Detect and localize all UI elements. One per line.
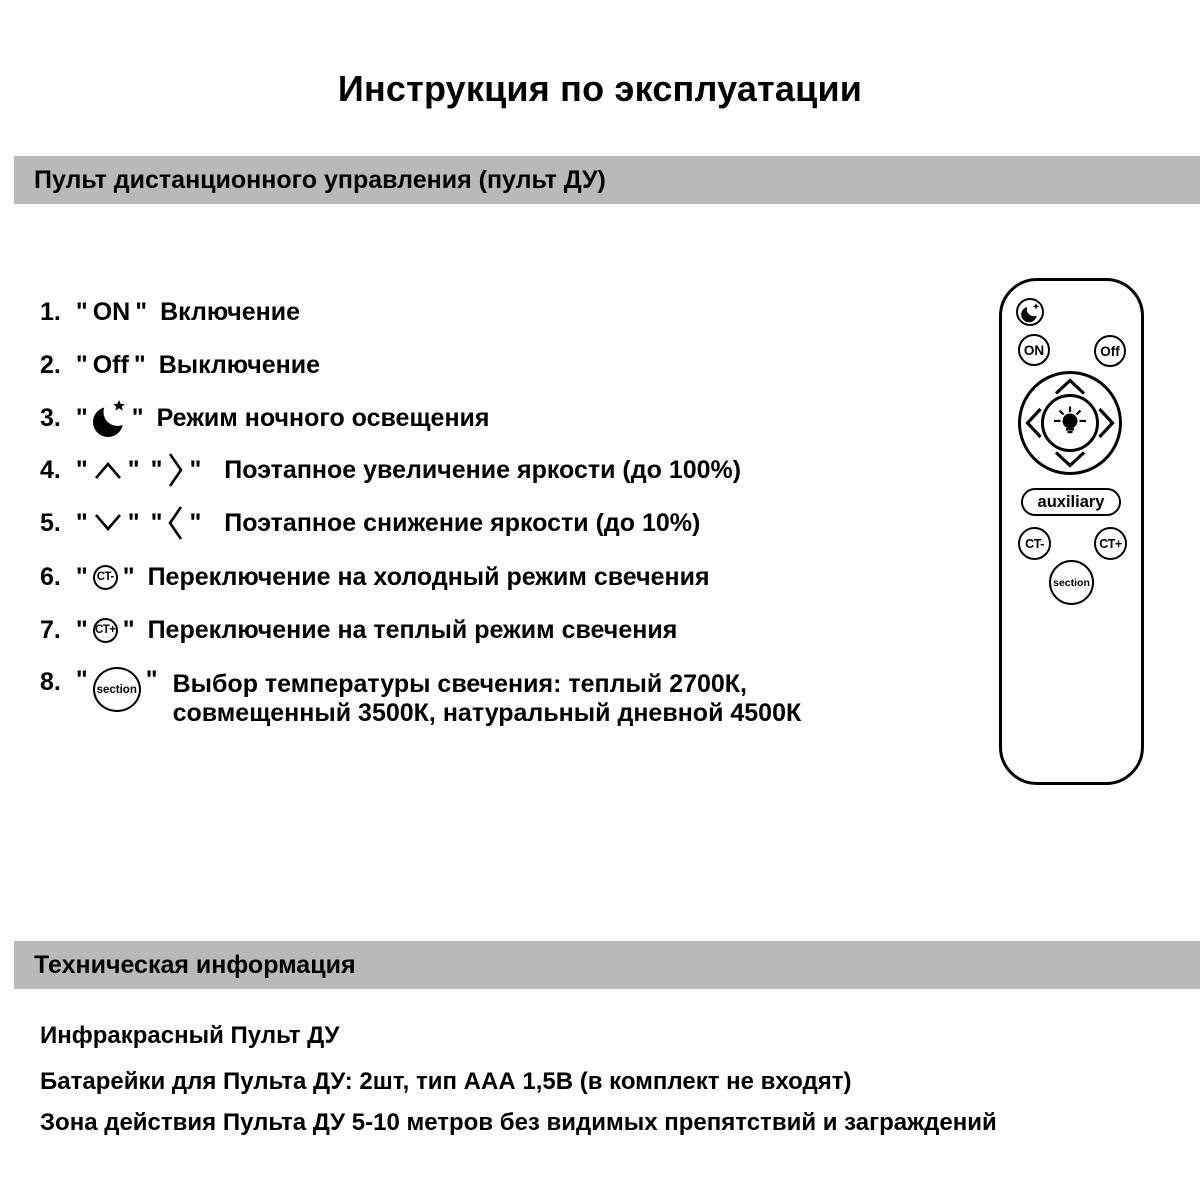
quote-mark: " [150, 508, 163, 537]
remote-auxiliary-label: auxiliary [1037, 492, 1105, 511]
item-desc [173, 670, 802, 727]
ct-minus-badge: CT- [93, 565, 118, 590]
instruction-item-5 [40, 503, 700, 543]
remote-ct-minus-label: CT- [1025, 536, 1044, 551]
item-number: 8. [40, 668, 61, 696]
quote-mark: " [131, 403, 144, 432]
remote-ct-plus-label: CT+ [1099, 536, 1122, 551]
quote-mark: " [75, 403, 88, 432]
dpad-left-icon [1028, 409, 1041, 437]
remote-ct-plus-button [1094, 527, 1127, 560]
tech-info-line: Батарейки для Пульта ДУ: 2шт, тип ААА 1,5В (в комплект не входят) [40, 1068, 852, 1095]
quote-mark: " [135, 297, 148, 326]
dpad-right-icon [1100, 409, 1113, 437]
quote-mark: " [122, 615, 135, 644]
chevron-up-icon [93, 459, 123, 481]
remote-on-button [1018, 334, 1050, 366]
dpad-up-icon [1056, 381, 1084, 394]
quote-mark: " [75, 350, 88, 379]
quote-mark: " [189, 508, 202, 537]
item-number: 5. [40, 508, 61, 537]
angle-left-icon [167, 503, 184, 543]
chevron-down-icon [93, 512, 123, 534]
item-desc: Выключение [158, 350, 320, 379]
item-desc-line2: совмещенный 3500К, натуральный дневной 4500К [172, 698, 802, 727]
item-number: 1. [40, 297, 61, 326]
on-label: ON [92, 297, 131, 326]
item-desc-line1: Выбор температуры свечения: теплый 2700К, [172, 670, 747, 698]
page-title: Инструкция по эксплуатации [337, 68, 863, 109]
item-desc: Переключение на теплый режим свечения [147, 615, 678, 644]
instruction-item-4 [40, 450, 741, 490]
instruction-item-6 [40, 560, 710, 594]
item-desc: Включение [160, 297, 301, 326]
section-header-remote [14, 156, 1200, 204]
angle-right-icon [167, 450, 184, 490]
remote-off-button [1094, 335, 1126, 367]
item-desc: Режим ночного освещения [156, 403, 490, 432]
section-header-tech-label: Техническая информация [34, 950, 356, 979]
remote-section-label: section [1053, 576, 1090, 589]
item-number: 4. [40, 455, 61, 484]
item-number: 3. [40, 403, 61, 432]
instruction-item-7 [40, 613, 677, 647]
quote-mark: " [150, 455, 163, 484]
crescent-moon-icon [1021, 302, 1040, 323]
item-number: 7. [40, 615, 61, 644]
remote-section-button [1049, 560, 1094, 605]
quote-mark: " [75, 297, 88, 326]
crescent-moon-icon [93, 398, 127, 438]
tech-info-line: Инфракрасный Пульт ДУ [40, 1022, 340, 1049]
dpad-down-icon [1056, 453, 1084, 466]
remote-ct-minus-button [1018, 527, 1051, 560]
off-label: Off [92, 350, 129, 379]
section-badge: section [93, 667, 141, 712]
instruction-item-1 [40, 296, 300, 328]
instruction-item-2 [40, 349, 320, 381]
item-desc: Поэтапное снижение яркости (до 10%) [224, 508, 701, 537]
tech-info-line: Зона действия Пульта ДУ 5-10 метров без видимых препятствий и заграждений [40, 1109, 997, 1136]
quote-mark: " [122, 562, 135, 591]
quote-mark: " [189, 455, 202, 484]
remote-control [999, 278, 1144, 785]
bulb-icon [1054, 407, 1086, 434]
instruction-item-3 [40, 398, 490, 438]
section-header-tech [14, 941, 1200, 989]
remote-dpad [1016, 369, 1124, 477]
quote-mark: " [75, 615, 88, 644]
remote-night-mode-button [1016, 298, 1044, 326]
item-desc: Переключение на холодный режим свечения [147, 562, 710, 591]
quote-mark: " [75, 508, 88, 537]
item-number: 2. [40, 350, 61, 379]
ct-plus-badge: CT+ [93, 618, 118, 643]
quote-mark: " [145, 666, 158, 694]
instruction-item-8 [40, 664, 801, 727]
quote-mark: " [75, 455, 88, 484]
section-header-remote-label: Пульт дистанционного управления (пульт ДУ) [34, 165, 606, 194]
quote-mark: " [127, 455, 140, 484]
remote-auxiliary-button [1021, 488, 1121, 516]
remote-off-label: Off [1100, 343, 1120, 359]
item-number: 6. [40, 562, 61, 591]
item-desc: Поэтапное увеличение яркости (до 100%) [224, 455, 742, 484]
remote-on-label: ON [1023, 342, 1045, 358]
quote-mark: " [75, 666, 88, 694]
quote-mark: " [127, 508, 140, 537]
quote-mark: " [75, 562, 88, 591]
quote-mark: " [133, 350, 146, 379]
